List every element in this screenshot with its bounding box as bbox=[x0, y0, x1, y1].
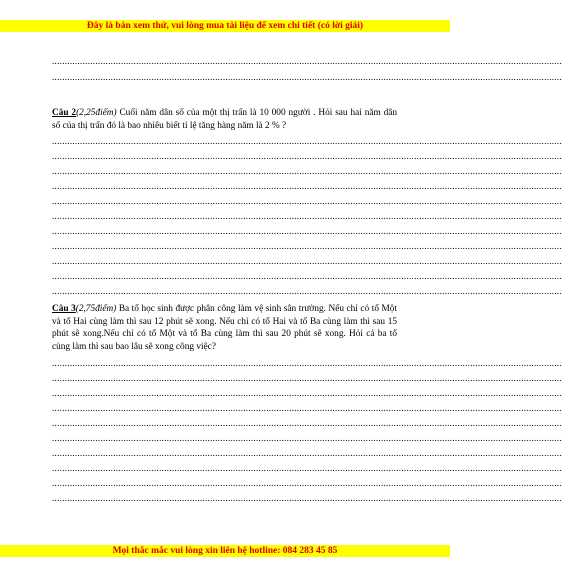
answer-line: ........................................................................................................................................................................................................ bbox=[52, 166, 562, 176]
answer-line: ........................................................................................................................................................................................................ bbox=[52, 388, 562, 398]
question-2-points: (2,25điểm) bbox=[76, 108, 117, 118]
answer-line: ........................................................................................................................................................................................................ bbox=[52, 196, 562, 206]
answer-line: ........................................................................................................................................................................................................ bbox=[52, 463, 562, 473]
answer-line: ........................................................................................................................................................................................................ bbox=[52, 56, 562, 66]
answer-line: ........................................................................................................................................................................................................ bbox=[52, 433, 562, 443]
answer-line: ........................................................................................................................................................................................................ bbox=[52, 151, 562, 161]
answer-line: ........................................................................................................................................................................................................ bbox=[52, 271, 562, 281]
answer-line: ........................................................................................................................................................................................................ bbox=[52, 373, 562, 383]
question-2 bbox=[52, 107, 397, 132]
answer-line: ........................................................................................................................................................................................................ bbox=[52, 241, 562, 251]
question-2-text: Cuối năm dân số của một thị trấn là 10 000 người . Hỏi sau hai năm dân số của thị trấn đó là bao nhiêu biết tỉ lệ tăng hàng năm là 2 % ? bbox=[52, 108, 397, 131]
answer-line: ........................................................................................................................................................................................................ bbox=[52, 418, 562, 428]
answer-line: ........................................................................................................................................................................................................ bbox=[52, 478, 562, 488]
answer-line: ........................................................................................................................................................................................................ bbox=[52, 211, 562, 221]
question-2-label: Câu 2 bbox=[52, 108, 77, 118]
question-3-text: Ba tổ học sinh được phân công làm vệ sinh sân trường. Nếu chỉ có tổ Một và tổ Hai cùng làm thì sau 12 phút sẽ xong. Nếu chỉ có tổ Hai và tổ Ba cùng làm thì sau 15 phút sẽ xong.Nếu chỉ có tổ Một và tổ Ba cùng làm thì sau 20 phút sẽ xong. Hỏi cả ba tổ cùng làm thì sau bao lâu sẽ xong công việc? bbox=[52, 304, 398, 352]
hotline-text: Mọi thắc mắc vui lòng xin liên hệ hotline: 084 283 45 85 bbox=[112, 546, 338, 556]
question-3-label: Câu 3 bbox=[52, 304, 76, 314]
answer-line: ........................................................................................................................................................................................................ bbox=[52, 448, 562, 458]
answer-line: ........................................................................................................................................................................................................ bbox=[52, 358, 562, 368]
answer-line: ........................................................................................................................................................................................................ bbox=[52, 256, 562, 266]
answer-line: ........................................................................................................................................................................................................ bbox=[52, 493, 562, 503]
answer-line: ........................................................................................................................................................................................................ bbox=[52, 226, 562, 236]
answer-line: ........................................................................................................................................................................................................ bbox=[52, 72, 562, 82]
answer-line: ........................................................................................................................................................................................................ bbox=[52, 136, 562, 146]
preview-notice-banner bbox=[0, 20, 450, 32]
answer-line: ........................................................................................................................................................................................................ bbox=[52, 403, 562, 413]
question-3-points: (2,75điểm) bbox=[75, 304, 117, 314]
hotline-banner bbox=[0, 545, 450, 557]
question-3 bbox=[52, 303, 397, 353]
answer-line: ........................................................................................................................................................................................................ bbox=[52, 181, 562, 191]
answer-line: ........................................................................................................................................................................................................ bbox=[52, 286, 562, 296]
preview-notice-text: Đây là bản xem thử, vui lòng mua tài liệu để xem chi tiết (có lời giải) bbox=[86, 21, 364, 31]
